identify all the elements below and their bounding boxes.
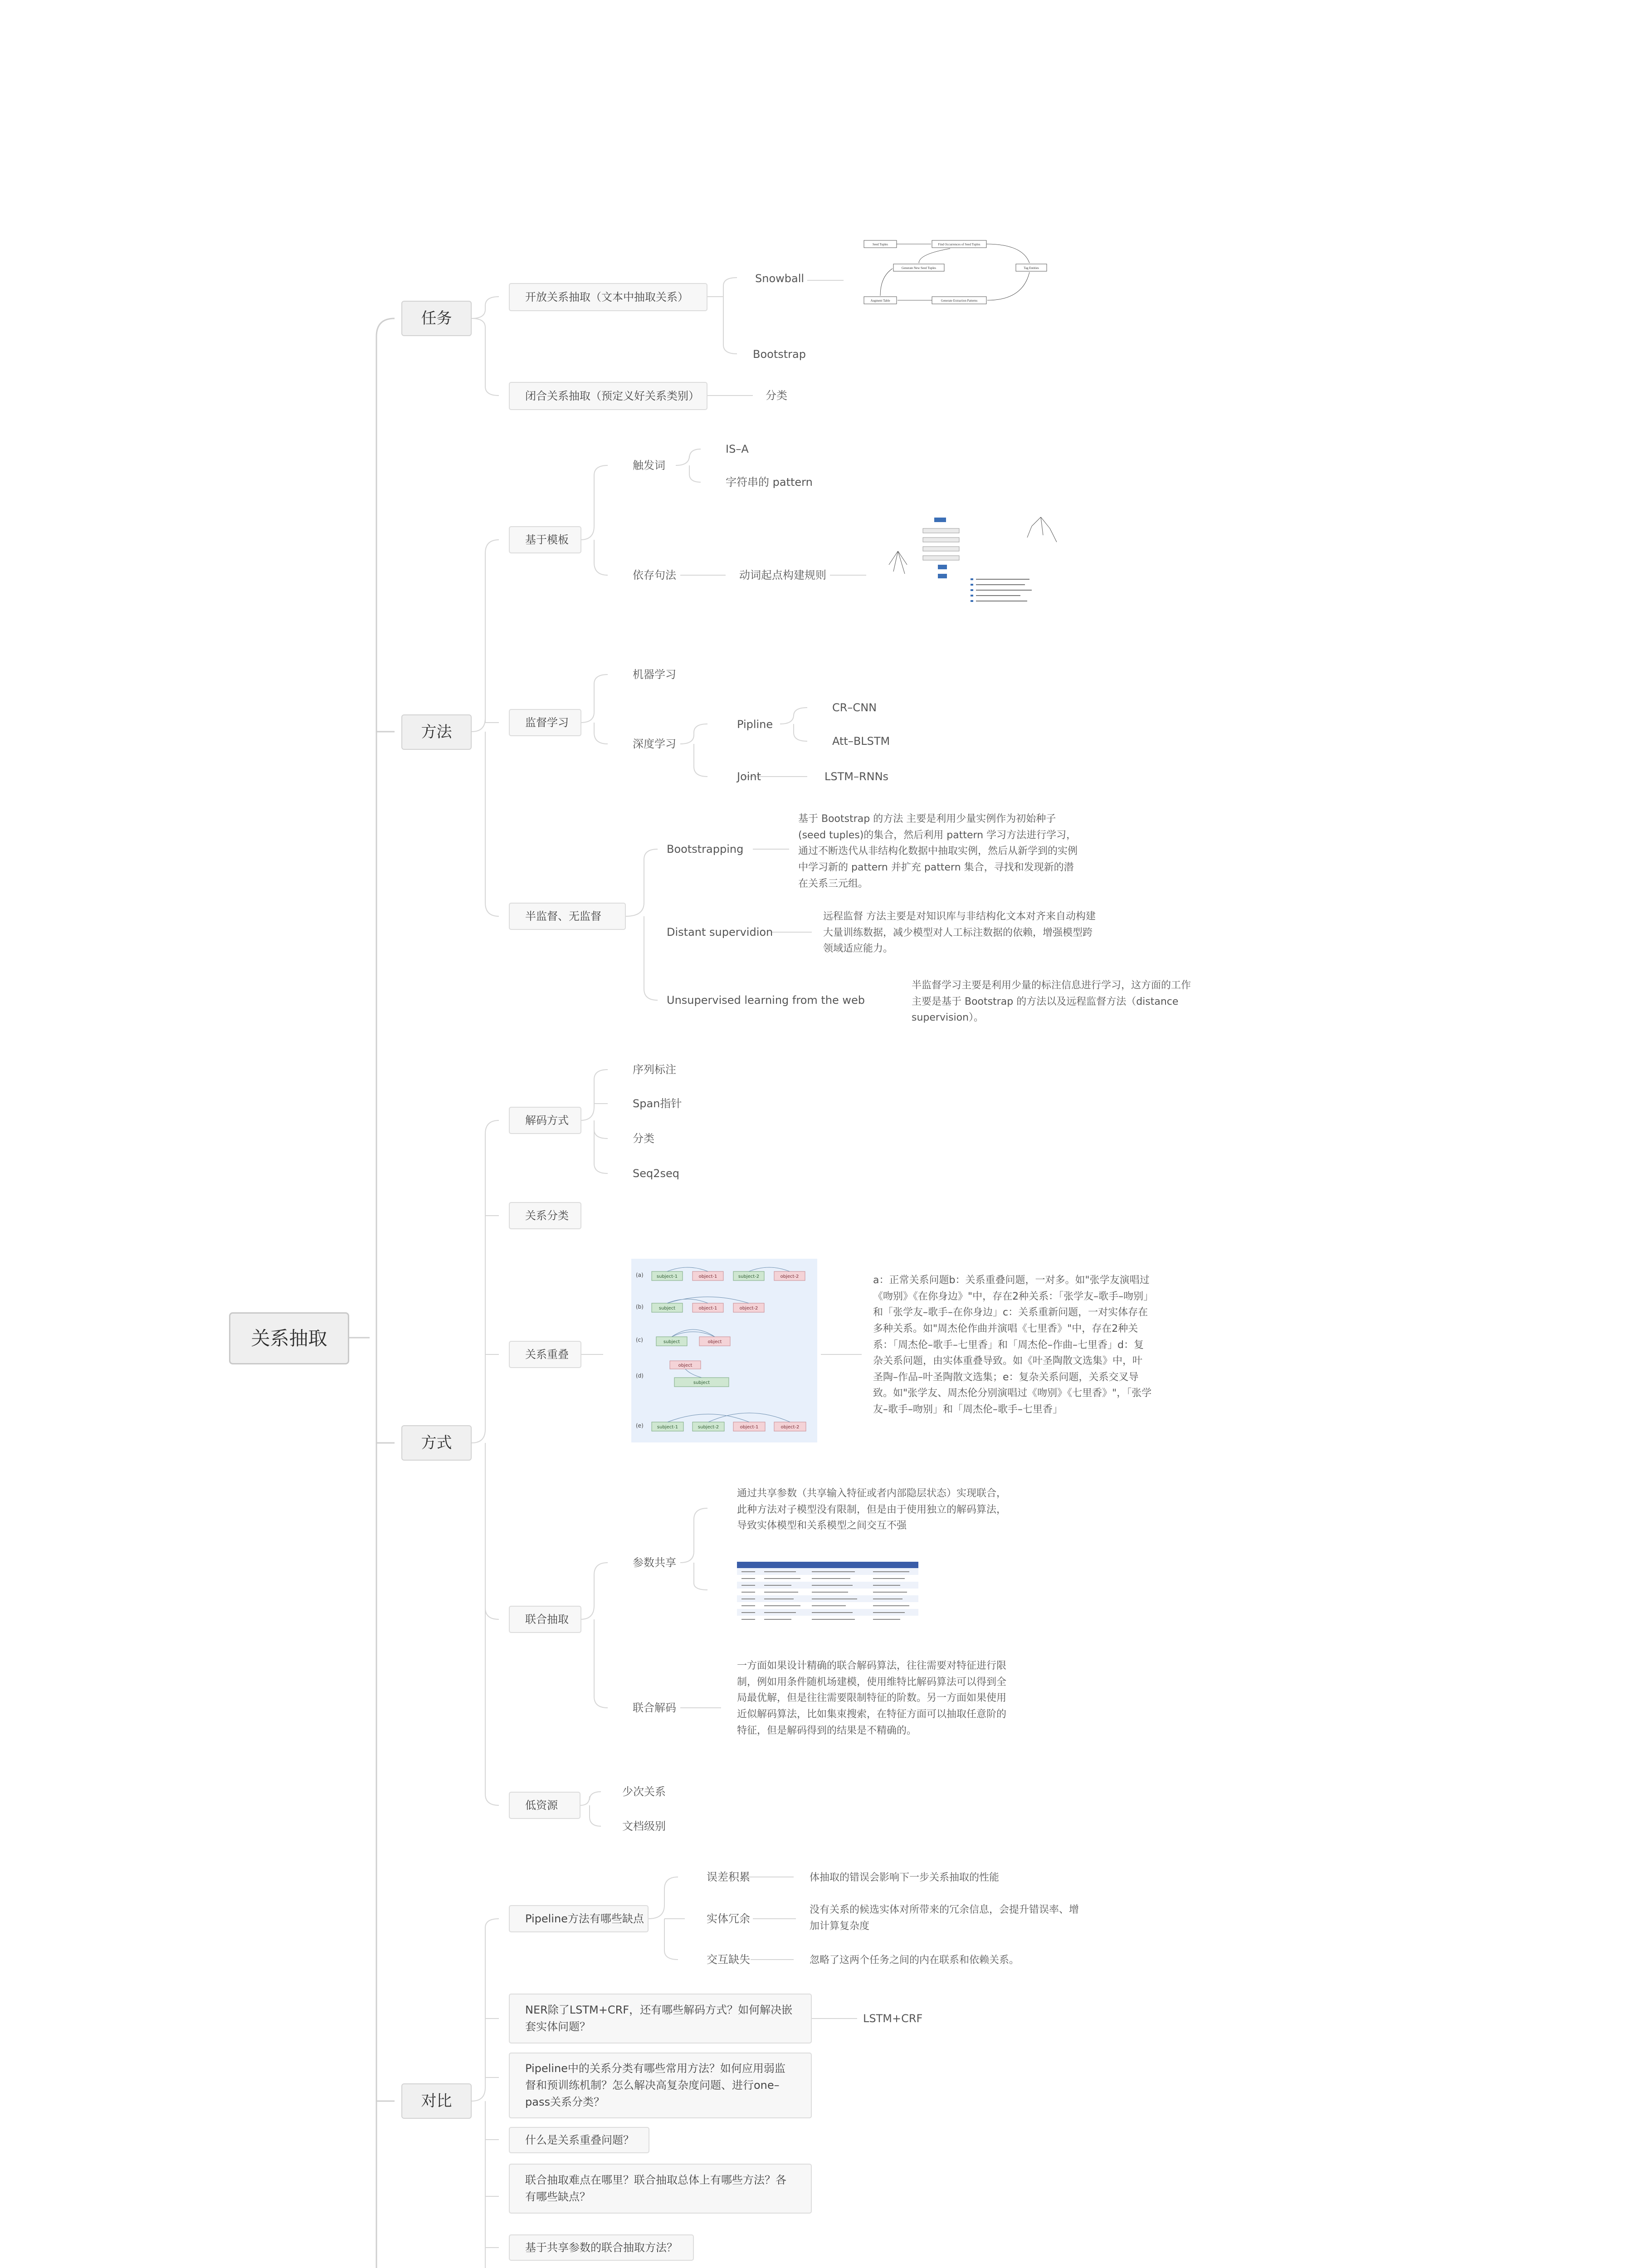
dependency-figure xyxy=(880,510,1075,621)
snowball-extract-label: Generate Extraction Patterns xyxy=(941,299,978,303)
node-supervised[interactable]: 监督学习 xyxy=(509,709,581,736)
section-compare[interactable]: 对比 xyxy=(401,2083,472,2119)
node-dependency[interactable]: 依存句法 xyxy=(633,569,676,582)
node-interact[interactable]: 交互缺失 xyxy=(707,1953,750,1966)
node-verb-rule[interactable]: 动词起点构建规则 xyxy=(739,569,826,582)
overlap-b-o1: object-1 xyxy=(698,1306,717,1311)
node-template[interactable]: 基于模板 xyxy=(509,526,581,553)
error-accum-desc: 体抽取的错误会影响下一步关系抽取的性能 xyxy=(810,1872,1000,1883)
interact-desc: 忽略了这两个任务之间的内在联系和依赖关系。 xyxy=(810,1955,1019,1966)
unsupervised-desc: 半监督学习主要是利用少量的标注信息进行学习，这方面的工作主要是基于 Bootstrap 的方法以及远程监督方法（distance supervision）。 xyxy=(912,980,1191,1024)
bootstrapping-desc: 基于 Bootstrap 的方法 主要是利用少量实例作为初始种子(seed tuples)的集合，然后利用 pattern 学习方法进行学习，通过不断迭代从非结构化数据中抽取实例，然后从新学到的实例中学习新的 pattern 并扩充 pattern 集合，寻找和发现新的潜在关系三元组。 xyxy=(798,813,1078,890)
node-relation-classification[interactable]: 关系分类 xyxy=(509,1202,581,1229)
snowball-find-label: Find Occurrences of Seed Tuples xyxy=(938,243,980,246)
question-joint-difficulty[interactable]: 联合抽取难点在哪里？联合抽取总体上有哪些方法？各有哪些缺点？ xyxy=(509,2164,812,2214)
overlap-e-o2: object-2 xyxy=(780,1425,800,1430)
node-redundant[interactable]: 实体冗余 xyxy=(707,1912,750,1925)
node-span[interactable]: Span指针 xyxy=(633,1097,682,1110)
overlap-label-c: (c) xyxy=(636,1337,643,1343)
node-open-relation[interactable]: 开放关系抽取（文本中抽取关系） xyxy=(509,283,707,311)
question-ner-decoding[interactable]: NER除了LSTM+CRF，还有哪些解码方式？如何解决嵌套实体问题？ xyxy=(509,1994,812,2043)
redundant-desc: 没有关系的候选实体对所带来的冗余信息，会提升错误率、增加计算复杂度 xyxy=(810,1904,1079,1932)
node-ml[interactable]: 机器学习 xyxy=(633,668,676,681)
node-classify[interactable]: 分类 xyxy=(766,389,787,402)
overlap-label-e: (e) xyxy=(636,1422,644,1429)
node-distant[interactable]: Distant supervidion xyxy=(667,926,773,938)
snowball-seed-label: Seed Tuples xyxy=(872,243,888,246)
overlap-b-o2: object-2 xyxy=(739,1306,758,1311)
node-crcnn[interactable]: CR–CNN xyxy=(832,701,877,714)
overlap-label-d: (d) xyxy=(636,1373,644,1379)
node-dl[interactable]: 深度学习 xyxy=(633,738,676,750)
distant-desc: 远程监督 方法主要是对知识库与非结构化文本对齐来自动构建大量训练数据，减少模型对人工标注数据的依赖，增强模型跨领域适应能力。 xyxy=(823,911,1096,955)
node-attblstm[interactable]: Att–BLSTM xyxy=(832,735,890,748)
node-lstm-crf[interactable]: LSTM+CRF xyxy=(863,2012,923,2025)
node-pattern[interactable]: 字符串的 pattern xyxy=(726,476,813,489)
node-pipeline-cons[interactable]: Pipeline方法有哪些缺点 xyxy=(509,1905,649,1932)
node-pipeline[interactable]: Pipline xyxy=(737,718,773,731)
overlap-b-s: subject xyxy=(659,1306,676,1311)
overlap-a-s2: subject-2 xyxy=(738,1274,760,1279)
question-overlap[interactable]: 什么是关系重叠问题？ xyxy=(509,2127,649,2153)
node-error-accum[interactable]: 误差积累 xyxy=(707,1871,750,1883)
node-snowball[interactable]: Snowball xyxy=(755,272,805,285)
node-seq2seq[interactable]: Seq2seq xyxy=(633,1167,680,1180)
node-doc-level[interactable]: 文档级别 xyxy=(622,1820,666,1833)
node-seq-label[interactable]: 序列标注 xyxy=(633,1063,676,1076)
overlap-e-s1: subject-1 xyxy=(657,1425,678,1430)
question-shared-params[interactable]: 基于共享参数的联合抽取方法？ xyxy=(509,2234,694,2261)
node-few-shot[interactable]: 少次关系 xyxy=(622,1785,666,1798)
overlap-d-o: object xyxy=(678,1363,693,1368)
overlap-label-a: (a) xyxy=(636,1272,644,1278)
overlap-c-o: object xyxy=(707,1339,722,1344)
node-cls[interactable]: 分类 xyxy=(633,1132,654,1145)
node-closed-relation[interactable]: 闭合关系抽取（预定义好关系类别） xyxy=(509,382,707,410)
node-semi[interactable]: 半监督、无监督 xyxy=(509,903,626,930)
root-topic[interactable]: 关系抽取 xyxy=(229,1312,349,1364)
node-bootstrapping[interactable]: Bootstrapping xyxy=(667,843,744,855)
node-trigger[interactable]: 触发词 xyxy=(633,459,665,472)
overlap-a-o2: object-2 xyxy=(780,1274,799,1279)
node-bootstrap[interactable]: Bootstrap xyxy=(753,348,806,361)
overlap-e-o1: object-1 xyxy=(740,1425,759,1430)
overlap-figure xyxy=(631,1259,817,1442)
section-method[interactable]: 方法 xyxy=(401,714,472,750)
overlap-c-s: subject xyxy=(663,1339,680,1344)
overlap-a-o1: object-1 xyxy=(698,1274,717,1279)
node-low-resource[interactable]: 低资源 xyxy=(509,1792,580,1819)
overlap-label-b: (b) xyxy=(636,1304,644,1310)
node-overlap[interactable]: 关系重叠 xyxy=(509,1341,581,1368)
snowball-figure xyxy=(859,236,1054,311)
node-isa[interactable]: IS–A xyxy=(726,443,749,455)
overlap-desc: a：正常关系问题b：关系重叠问题，一对多。如"张学友演唱过《吻别》《在你身边》"中，存在2种关系：「张学友–歌手–吻别」和「张学友–歌手–在你身边」c：关系重新问题，一对实体存在多种关系。如"周杰伦作曲并演唱《七里香》"中，存在2种关系：「周杰伦–歌手–七里香」和「周杰伦–作曲–七里香」d：复杂关系问题，由实体重叠导致。如《叶圣陶散文选集》中，叶圣陶–作品–叶圣陶散文选集；e：复杂关系问题，关系交叉导致。如"张学友、周杰伦分别演唱过《吻别》《七里香》"，「张学友–歌手–吻别」和「周杰伦–歌手–七里香」 xyxy=(873,1275,1152,1415)
node-unsupervised[interactable]: Unsupervised learning from the web xyxy=(667,994,865,1007)
section-mode[interactable]: 方式 xyxy=(401,1425,472,1461)
overlap-a-s1: subject-1 xyxy=(656,1274,678,1279)
param-share-desc: 通过共享参数（共享输入特征或者内部隐层状态）实现联合，此种方法对子模型没有限制，但是由于使用独立的解码算法，导致实体模型和关系模型之间交互不强 xyxy=(737,1488,1007,1532)
results-table-figure xyxy=(737,1562,918,1623)
node-decode[interactable]: 解码方式 xyxy=(509,1107,581,1134)
snowball-augment-label: Augment Table xyxy=(870,299,890,303)
node-joint-extraction[interactable]: 联合抽取 xyxy=(509,1606,581,1633)
node-joint-decode[interactable]: 联合解码 xyxy=(633,1701,676,1714)
node-param-share[interactable]: 参数共享 xyxy=(633,1556,676,1569)
node-lstmrnn[interactable]: LSTM–RNNs xyxy=(824,770,889,783)
overlap-e-s2: subject-2 xyxy=(698,1425,719,1430)
snowball-tag-label: Tag Entities xyxy=(1024,266,1039,270)
joint-decode-desc: 一方面如果设计精确的联合解码算法，往往需要对特征进行限制，例如用条件随机场建模，使用维特比解码算法可以得到全局最优解，但是往往需要限制特征的阶数。另一方面如果使用近似解码算法，比如集束搜索，在特征方面可以抽取任意阶的特征，但是解码得到的结果是不精确的。 xyxy=(737,1660,1007,1736)
snowball-generate-label: Generate New Seed Tuples xyxy=(901,266,937,270)
section-task[interactable]: 任务 xyxy=(401,301,472,336)
question-pipeline-classification[interactable]: Pipeline中的关系分类有哪些常用方法？如何应用弱监督和预训练机制？怎么解决高复杂度问题、进行one–pass关系分类？ xyxy=(509,2053,812,2118)
overlap-d-s: subject xyxy=(693,1380,710,1385)
node-joint[interactable]: Joint xyxy=(737,770,761,783)
